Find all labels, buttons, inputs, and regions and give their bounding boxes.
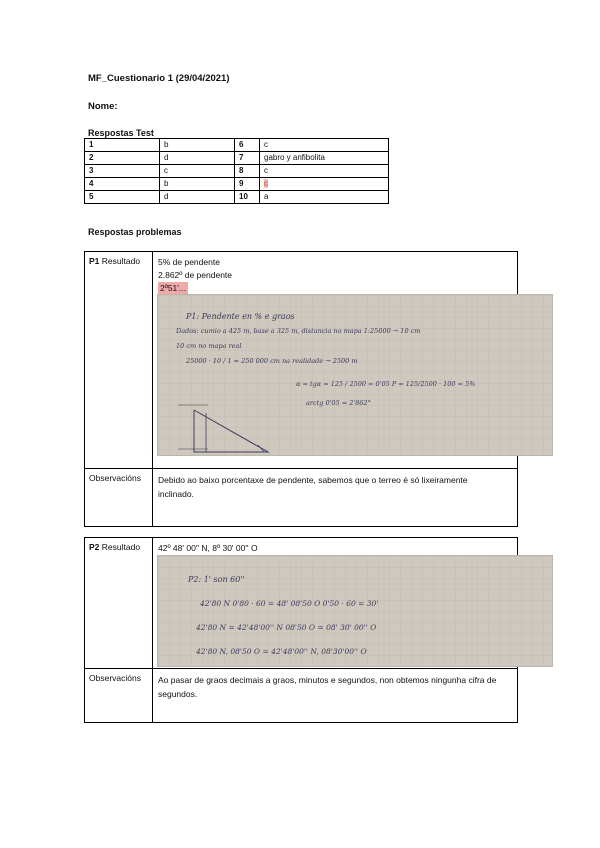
answer-cell: a: [260, 191, 389, 204]
photo-text-line: 42'80 N, 08'50 O = 42'48'00'' N, 08'30'00'' O: [196, 647, 367, 656]
answer-highlight: c: [264, 179, 268, 188]
answer-cell: d: [160, 191, 235, 204]
photo-text-line: 10 cm no mapa real: [176, 342, 242, 350]
p1-observations-row: [85, 468, 517, 526]
question-number: 6: [235, 139, 260, 152]
answer-cell: b: [160, 139, 235, 152]
photo-text-line: α = tgα = 125 / 2500 = 0'05 P = 125/2500 · 100 = 5%: [296, 380, 476, 388]
p2-obs-label: Observacións: [85, 669, 153, 722]
answer-cell: gabro y anfibolita: [260, 152, 389, 165]
answer-cell: b: [160, 178, 235, 191]
p1-obs-label: Observacións: [85, 469, 153, 526]
table-row: [85, 178, 389, 191]
question-number: 1: [85, 139, 160, 152]
test-answers-heading: Respostas Test: [88, 128, 154, 138]
question-number: 10: [235, 191, 260, 204]
photo-text-line: arctg 0'05 = 2'862°: [306, 399, 371, 407]
p2-handwritten-photo: [157, 555, 553, 667]
photo-text-line: 25000 · 10 / 1 = 250 000 cm na realidade → 2500 m: [186, 357, 358, 365]
p1-label: [85, 252, 153, 468]
test-answers-table: [84, 138, 389, 204]
question-number: 3: [85, 165, 160, 178]
p2-label: [85, 538, 153, 668]
p2-label-text: Resultado: [99, 542, 141, 552]
answer-cell: c: [160, 165, 235, 178]
photo-text-line: Dados: cumio a 425 m, base a 325 m, distancia no mapa 1:25000 → 10 cm: [176, 327, 421, 335]
p1-obs-text: Debido ao baixo porcentaxe de pendente, sabemos que o terreo é só lixeiramente inclinado.: [158, 475, 468, 499]
table-row: [85, 191, 389, 204]
answer-cell: c: [260, 165, 389, 178]
question-number: 7: [235, 152, 260, 165]
p1-result-line: 5% de pendente: [158, 257, 220, 267]
photo-text-line: P1: Pendente en % e graos: [186, 312, 295, 321]
p1-result-line: 2.862º de pendente: [158, 270, 233, 280]
p2-obs-text: Ao pasar de graos decimais a graos, minutos e segundos, non obtemos ningunha cifra de segundos.: [158, 675, 497, 699]
question-number: 5: [85, 191, 160, 204]
table-row: [85, 165, 389, 178]
answer-cell: c: [260, 139, 389, 152]
name-label: Nome:: [88, 101, 118, 112]
p1-label-text: Resultado: [99, 256, 141, 266]
photo-text-line: 42'80 N 0'80 · 60 = 48' 08'50 O 0'50 · 60 = 30': [200, 599, 379, 608]
p2-number: P2: [89, 542, 100, 552]
document-title: MF_Cuestionario 1 (29/04/2021): [88, 73, 230, 84]
p1-result-highlight: 2º51'...: [160, 283, 186, 293]
p2-result-line: 42º 48' 00'' N, 8º 30' 00'' O: [158, 543, 258, 553]
question-number: 9: [235, 178, 260, 191]
table-row: [85, 152, 389, 165]
photo-text-line: P2: 1' son 60'': [188, 575, 245, 584]
question-number: 8: [235, 165, 260, 178]
answer-cell: d: [160, 152, 235, 165]
p2-observations-row: [85, 668, 517, 722]
table-row: [85, 139, 389, 152]
question-number: 2: [85, 152, 160, 165]
answer-cell-highlighted: [260, 178, 389, 191]
photo-text-line: 42'80 N = 42'48'00'' N 08'50 O = 08' 30' 00'' O: [196, 623, 377, 632]
p1-handwritten-photo: [157, 294, 553, 456]
problems-heading: Respostas problemas: [88, 227, 182, 237]
p1-number: P1: [89, 256, 100, 266]
question-number: 4: [85, 178, 160, 191]
